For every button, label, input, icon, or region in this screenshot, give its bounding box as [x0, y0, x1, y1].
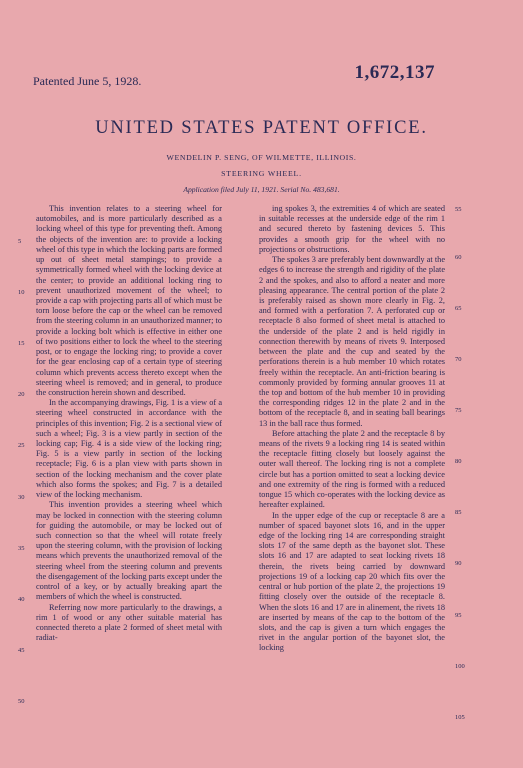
- line-number: 15: [18, 340, 25, 347]
- line-number: 60: [455, 254, 462, 261]
- paragraph: Referring now more particularly to the drawings, a rim 1 of wood or any other suitable material has connected thereto a plate 2 formed of sheet metal with radiat-: [36, 602, 222, 643]
- paragraph: ing spokes 3, the extremities 4 of which are seated in suitable recesses at the underside edge of the rim 1 and secured thereto by fastening devices 5. This provides a smooth grip for the wheel with no projections or obstructions.: [259, 204, 445, 254]
- line-number: 105: [455, 714, 465, 721]
- line-number: 10: [18, 289, 25, 296]
- filing-line: Application filed July 11, 1921. Serial No. 483,681.: [183, 185, 340, 194]
- patent-number: 1,672,137: [354, 62, 435, 83]
- line-number: 35: [18, 545, 25, 552]
- line-number: 55: [455, 206, 462, 213]
- line-number: 75: [455, 407, 462, 414]
- paragraph: Before attaching the plate 2 and the receptacle 8 by means of the rivets 9 a locking ring 14 is seated within the receptacle fitting closely but loosely against the outer wall thereof. The locking ring is not a complete circle but has a portion omitted to seat a locking device and one extremity of the ring is formed with a reduced tongue 15 which co-operates with the locking device as hereafter explained.: [259, 428, 445, 510]
- paragraph: The spokes 3 are preferably bent downwardly at the edges 6 to increase the strength and rigidity of the plate 2 and the spokes, and also to afford a neater and more pleasing appearance. The central portion of the plate 2 is preferably raised as shown more clearly in Fig. 2, and formed with a perforation 7. A perforated cup or receptacle 8 also formed of sheet metal is attached to the underside of the plate 2 and is held rigidly in connection therewith by means of rivets 9. Interposed between the plate and the cup and seated by the perforations therein is a hub member 10 which rotates freely within the receptacle. An anti-friction bearing is commonly provided by forming annular grooves 11 at the top and bottom of the hub member 10 in providing the corresponding ridges 12 in the plate 2 and in the bottom of the receptacle 8, and in seating ball bearings 13 in the ball race thus formed.: [259, 255, 445, 428]
- paragraph: In the accompanying drawings, Fig. 1 is a view of a steering wheel constructed in accordance with the principles of this invention; Fig. 2 is a sectional view of such a wheel; Fig. 3 is a view partly in section of the locking cap; Fig. 4 is a side view of the locking ring; Fig. 5 is a view partly in section of the locking receptacle; Fig. 6 is a plan view with parts shown in section of the locking mechanism and the cover plate which also forms the spokes; and Fig. 7 is a detailed view of the locking mechanism.: [36, 398, 222, 500]
- subject-title: STEERING WHEEL.: [221, 169, 302, 178]
- line-number: 20: [18, 391, 25, 398]
- line-number: 40: [18, 596, 25, 603]
- left-column: [36, 204, 222, 643]
- inventor-line: WENDELIN P. SENG, OF WILMETTE, ILLINOIS.: [166, 153, 357, 162]
- patent-date: Patented June 5, 1928.: [33, 74, 142, 88]
- line-number: 65: [455, 305, 462, 312]
- line-number: 30: [18, 494, 25, 501]
- line-number: 85: [455, 509, 462, 516]
- line-number: 25: [18, 442, 25, 449]
- line-number: 95: [455, 612, 462, 619]
- paragraph: This invention provides a steering wheel which may be locked in connection with the steering column for guiding the automobile, or may be locked out of such connection so that the wheel will rotate freely upon the steering column, with the provision of locking means which prevents the unauthorized removal of the steering wheel from the steering column and prevents the disengagement of the locking parts except under the control of a key, or by actually breaking apart the members of which the wheel is constructed.: [36, 500, 222, 602]
- paragraph: In the upper edge of the cup or receptacle 8 are a number of spaced bayonet slots 16, and in the upper edge of the locking ring 14 are corresponding straight slots 17 of the same depth as the bayonet slot. These slots 16 and 17 are adapted to seat locking rivets 18 therein, the rivets being carried by downward projections 19 of a locking cap 20 which fits over the central or hub portion of the plate 2, the projections 19 fitting closely over the outside of the receptacle 8. When the slots 16 and 17 are in alinement, the rivets 18 are inserted by means of the cap to the bottom of the slots, and the cap is given a turn which engages the rivet in the angular portion of the bayonet slot, the locking: [259, 510, 445, 653]
- right-column: [259, 204, 445, 654]
- office-title: UNITED STATES PATENT OFFICE.: [95, 118, 428, 138]
- line-number: 45: [18, 647, 25, 654]
- line-number: 50: [18, 698, 25, 705]
- line-number: 80: [455, 458, 462, 465]
- paragraph: This invention relates to a steering wheel for automobiles, and is more particularly described as a locking wheel of this type for preventing theft. Among the objects of the invention are: to provide a locking wheel of this type in which the locking parts are formed up out of sheet metal stampings; to provide a symmetrically formed wheel with the locking device at the center; to provide an additional locking ring to prevent unauthorized movement of the wheel; to provide a cap with projecting parts all of which must be torn loose before the cap or the wheel can be removed from the steering column in an unauthorized manner; to provide a locking bolt which is effective in either one of two positions either to lock the wheel to the steering post, or to engage the locking ring; to provide a cover for the gear enclosing cap of a certain type of steering column which prevents access thereto except when the steering wheel is removed; and in general, to produce the construction herein shown and described.: [36, 204, 222, 397]
- line-number: 90: [455, 560, 462, 567]
- line-number: 70: [455, 356, 462, 363]
- line-number: 5: [18, 238, 22, 245]
- line-number: 100: [455, 663, 465, 670]
